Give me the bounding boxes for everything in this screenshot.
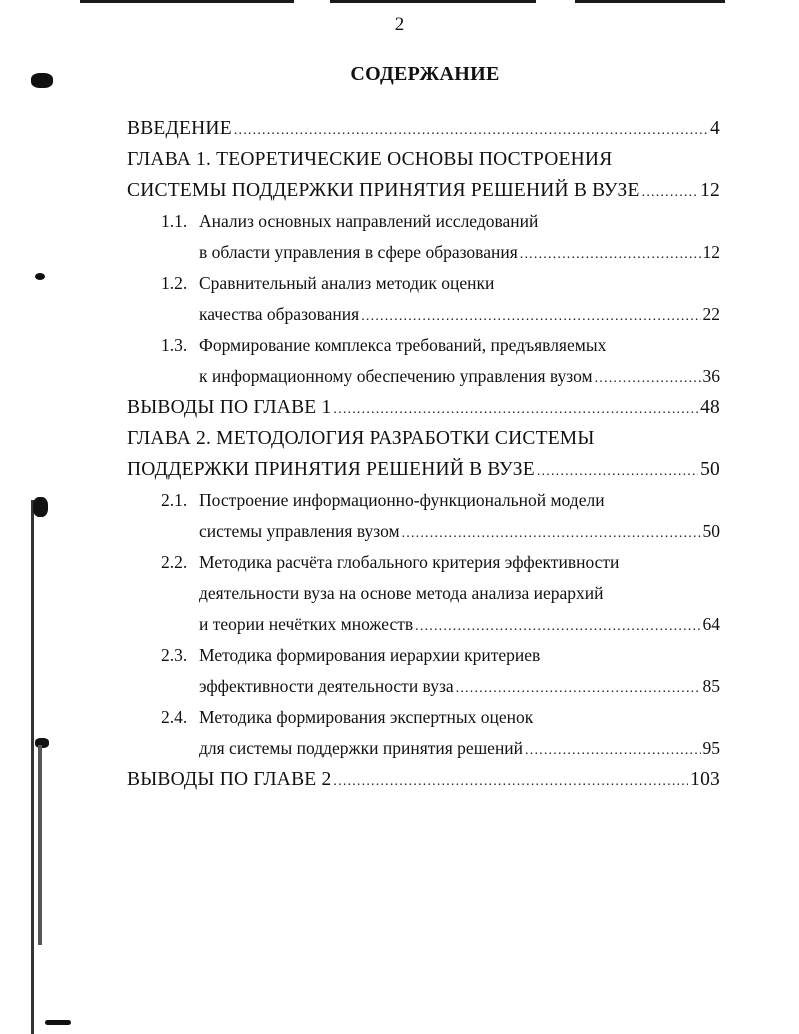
scan-speck (45, 1020, 71, 1025)
toc-entry-text: для системы поддержки принятия решений (199, 738, 524, 758)
leader-dots (456, 673, 701, 704)
toc-page-number: 64 (702, 614, 720, 634)
leader-dots (402, 518, 701, 549)
toc-page-number: 4 (710, 118, 720, 139)
section-number: 2.1. (161, 490, 188, 510)
toc-entry-text: Формирование комплекса требований, предъявляемых (199, 335, 607, 355)
toc-entry-text: ГЛАВА 2. МЕТОДОЛОГИЯ РАЗРАБОТКИ СИСТЕМЫ (127, 428, 595, 449)
leader-dots (361, 301, 700, 332)
scan-edge-line (575, 0, 725, 3)
toc-entry-section-2-2[interactable] (127, 578, 720, 609)
section-number: 1.1. (161, 211, 188, 231)
toc-entry-text: Методика формирования экспертных оценок (199, 707, 534, 727)
toc-page-number: 85 (702, 676, 720, 696)
leader-dots (537, 456, 698, 487)
toc-entry-section-1-1[interactable] (127, 206, 720, 237)
toc-entry-conclusions-2[interactable] (127, 764, 720, 795)
toc-page-number: 12 (702, 242, 720, 262)
toc-entry-chapter-1[interactable] (127, 144, 720, 175)
page-number: 2 (394, 14, 405, 35)
leader-dots (333, 394, 698, 425)
toc-entry-section-1-3[interactable] (127, 361, 720, 392)
section-number: 2.4. (161, 707, 188, 727)
toc-entry-text: деятельности вуза на основе метода анализа иерархий (199, 583, 604, 603)
toc-entry-text: СИСТЕМЫ ПОДДЕРЖКИ ПРИНЯТИЯ РЕШЕНИЙ В ВУЗЕ (127, 180, 640, 201)
toc-entry-section-1-2[interactable] (127, 268, 720, 299)
toc-page-number: 50 (700, 459, 720, 480)
leader-dots (234, 115, 708, 146)
toc-entry-section-2-1[interactable] (127, 485, 720, 516)
toc-entry-text: качества образования (199, 304, 360, 324)
scan-edge-line (80, 0, 294, 3)
page-title: СОДЕРЖАНИЕ (350, 63, 500, 85)
section-number: 1.2. (161, 273, 188, 293)
toc-entry-section-2-4[interactable] (127, 733, 720, 764)
toc-entry-chapter-2[interactable] (127, 454, 720, 485)
toc-entry-section-2-1[interactable] (127, 516, 720, 547)
toc-entry-text: ВЫВОДЫ ПО ГЛАВЕ 1 (127, 397, 332, 418)
toc-entry-text: ГЛАВА 1. ТЕОРЕТИЧЕСКИЕ ОСНОВЫ ПОСТРОЕНИЯ (127, 149, 613, 170)
toc-entry-conclusions-1[interactable] (127, 392, 720, 423)
toc-page-number: 103 (690, 769, 720, 790)
toc-entry-section-1-1[interactable] (127, 237, 720, 268)
toc-page-number: 95 (702, 738, 720, 758)
toc-entry-text: ВВЕДЕНИЕ (127, 118, 232, 139)
toc-page-number: 50 (702, 521, 720, 541)
toc-page-number: 36 (702, 366, 720, 386)
toc-entry-chapter-2[interactable] (127, 423, 720, 454)
toc-entry-text: к информационному обеспечению управления вузом (199, 366, 593, 386)
toc-entry-section-1-3[interactable] (127, 330, 720, 361)
toc-entry-section-2-4[interactable] (127, 702, 720, 733)
toc-page-number: 12 (700, 180, 720, 201)
toc-page-number: 22 (702, 304, 720, 324)
leader-dots (595, 363, 701, 394)
toc-entry-text: ВЫВОДЫ ПО ГЛАВЕ 2 (127, 769, 332, 790)
scan-edge-line (330, 0, 536, 3)
toc-entry-text: Построение информационно-функциональной модели (199, 490, 605, 510)
toc-page-number: 48 (700, 397, 720, 418)
toc-entry-intro[interactable] (127, 113, 720, 144)
leader-dots (642, 177, 698, 208)
toc-entry-chapter-1[interactable] (127, 175, 720, 206)
section-number: 2.2. (161, 552, 188, 572)
toc-entry-text: системы управления вузом (199, 521, 400, 541)
toc-entry-section-2-2[interactable] (127, 547, 720, 578)
toc-entry-section-2-2[interactable] (127, 609, 720, 640)
leader-dots (525, 735, 700, 766)
binding-edge (31, 500, 34, 1034)
toc-entry-section-1-2[interactable] (127, 299, 720, 330)
toc-entry-text: Методика формирования иерархии критериев (199, 645, 541, 665)
leader-dots (520, 239, 701, 270)
toc-entry-text: и теории нечётких множеств (199, 614, 414, 634)
binding-edge (38, 745, 42, 945)
toc-entry-section-2-3[interactable] (127, 640, 720, 671)
section-number: 1.3. (161, 335, 188, 355)
scan-speck (35, 273, 45, 280)
section-number: 2.3. (161, 645, 188, 665)
scan-speck (33, 497, 48, 517)
toc-entry-text: Анализ основных направлений исследований (199, 211, 539, 231)
toc-entry-text: Сравнительный анализ методик оценки (199, 273, 495, 293)
toc-entry-text: эффективности деятельности вуза (199, 676, 454, 696)
toc-entry-text: Методика расчёта глобального критерия эффективности (199, 552, 620, 572)
toc-entry-section-2-3[interactable] (127, 671, 720, 702)
leader-dots (333, 766, 688, 797)
leader-dots (415, 611, 700, 642)
table-of-contents (127, 113, 720, 795)
toc-entry-text: ПОДДЕРЖКИ ПРИНЯТИЯ РЕШЕНИЙ В ВУЗЕ (127, 459, 535, 480)
toc-entry-text: в области управления в сфере образования (199, 242, 518, 262)
